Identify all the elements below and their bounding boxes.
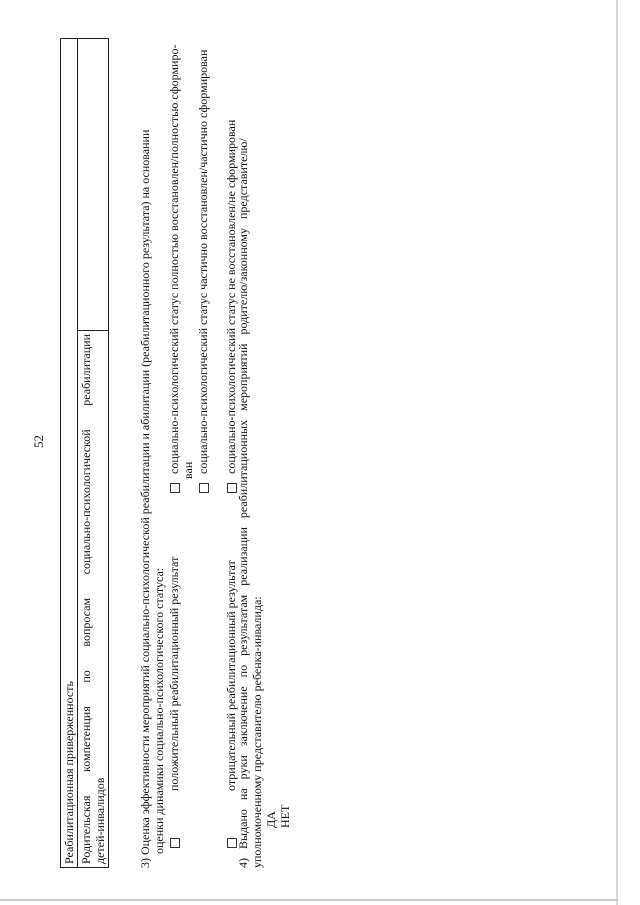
checkbox-status-partial[interactable]	[199, 483, 209, 493]
positive-option-2	[196, 50, 210, 493]
section3-heading-line2: оценки динамики социально-психологического статуса:	[152, 567, 166, 854]
status-full-text: социально-психологический статус полностью восстановлен/полностью сформиро-	[167, 44, 181, 474]
positive-option-1-cont	[181, 462, 195, 479]
table-row-label-cell	[78, 331, 109, 868]
page-edge-shadow-bottom	[0, 899, 618, 901]
rotated-landscape-content	[31, 38, 620, 868]
section4-line1: 4) Выдано на руки заключение по результатам реализации реабилитационных мероприятий родителю/законному представителю/	[236, 138, 250, 868]
page-number: 52	[31, 435, 46, 448]
section3-heading-line1: 3) Оценка эффективности мероприятий социально-психологической реабилитации и абилитации (реабилитационного результата) на основании	[138, 129, 152, 868]
row-label-line2: детей-инвалидов	[93, 777, 107, 864]
answer-yes[interactable]: ДА	[264, 811, 278, 828]
positive-option-1	[167, 45, 181, 493]
status-none-text: социально-психологический статус не восстановлен/не сформирован	[224, 119, 238, 474]
checkbox-status-full[interactable]	[170, 483, 180, 493]
status-partial-text: социально-психологический статус частично восстановлен/частично сформирован	[196, 49, 210, 474]
status-full-text-cont: ван	[181, 461, 195, 479]
rehab-adherence-table	[60, 38, 109, 868]
answer-no[interactable]: НЕТ	[278, 804, 292, 828]
section-4	[236, 38, 292, 868]
positive-result-label: положительный реабилитационный результат	[167, 556, 181, 791]
checkbox-positive[interactable]	[170, 838, 180, 848]
section4-line2: уполномоченному представителю ребенка-инвалида:	[250, 596, 264, 868]
negative-result-label: отрицательный реабилитационный результат	[224, 560, 238, 791]
positive-result-row	[167, 557, 181, 848]
row-label-line1: Родительская компетенция по вопросам социально-психологической реабилитации	[79, 334, 93, 864]
table-header-cell: Реабилитационная приверженность	[61, 39, 78, 868]
table-value-cell	[78, 39, 109, 331]
section-3	[138, 38, 238, 868]
